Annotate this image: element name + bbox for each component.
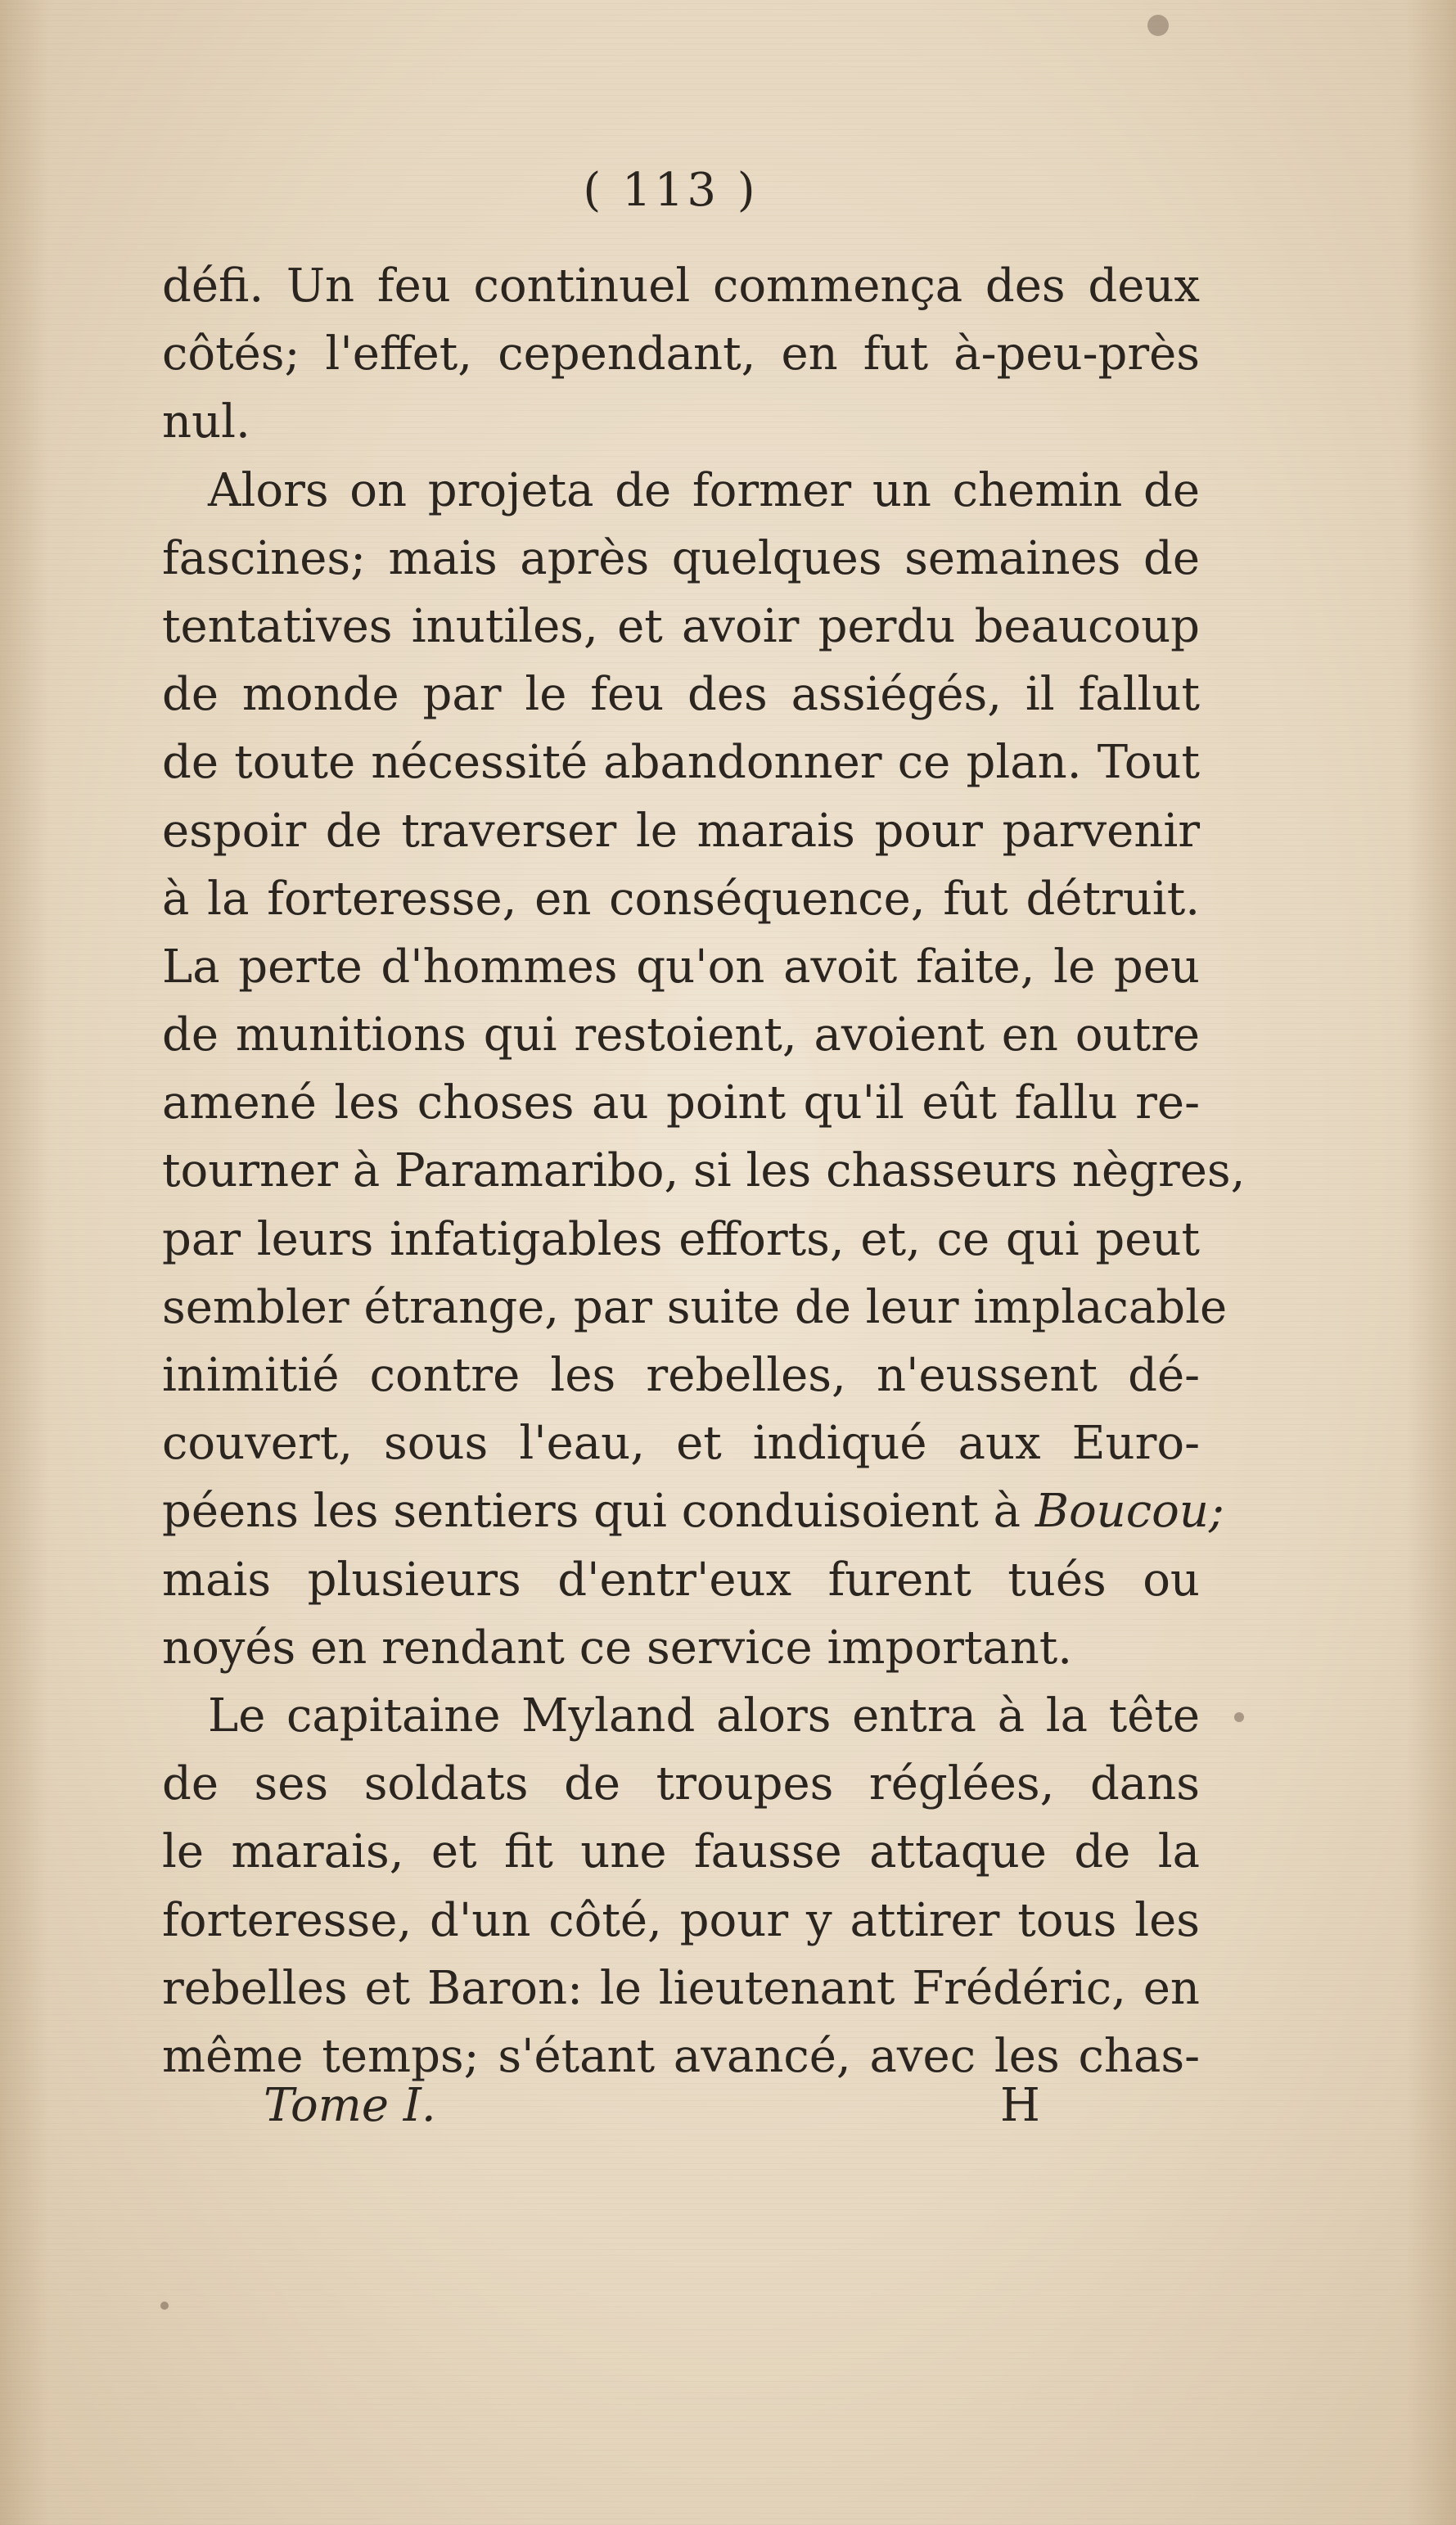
text-line: nul.	[162, 395, 250, 449]
text-line: couvert, sous l'eau, et indiqué aux Euro-	[162, 1417, 1200, 1471]
text-line: rebelles et Baron: le lieutenant Frédéric, en	[162, 1961, 1200, 2015]
text-line: de monde par le feu des assiégés, il fallut	[162, 668, 1200, 722]
text-line: tourner à Paramaribo, si les chasseurs nègres,	[162, 1144, 1246, 1198]
text-line: Le capitaine Myland alors entra à la tête	[208, 1689, 1200, 1743]
text-line: espoir de traverser le marais pour parvenir	[162, 804, 1200, 858]
text-line: même temps; s'étant avancé, avec les chas-	[162, 2029, 1200, 2083]
volume-label: Tome I.	[264, 2079, 436, 2132]
text-line: de toute nécessité abandonner ce plan. Tout	[162, 736, 1200, 790]
text-line: fascines; mais après quelques semaines de	[162, 531, 1200, 585]
text-line-segment: péens les sentiers qui conduisoient à	[162, 1485, 1021, 1539]
text-line: Alors on projeta de former un chemin de	[208, 463, 1200, 517]
ink-spot	[1234, 1712, 1244, 1722]
body-text	[162, 252, 1246, 2090]
ink-spot	[160, 2302, 169, 2310]
italic-place-name: Boucou;	[1035, 1485, 1224, 1539]
text-line: mais plusieurs d'entr'eux furent tués ou	[162, 1553, 1200, 1607]
text-line: La perte d'hommes qu'on avoit faite, le peu	[162, 940, 1200, 994]
text-line: forteresse, d'un côté, pour y attirer tous les	[162, 1893, 1200, 1947]
signature-mark: H	[1000, 2079, 1040, 2132]
text-line: par leurs infatigables efforts, et, ce qui peut	[162, 1212, 1200, 1266]
text-line: inimitié contre les rebelles, n'eussent dé-	[162, 1349, 1200, 1402]
text-line: tentatives inutiles, et avoir perdu beaucoup	[162, 599, 1200, 653]
text-line-with-italic	[162, 1477, 1224, 1545]
text-line: le marais, et fit une fausse attaque de la	[162, 1825, 1200, 1879]
text-line: défi. Un feu continuel commença des deux	[162, 259, 1200, 313]
page-footer	[0, 2079, 1456, 2153]
page-number-header	[0, 164, 1456, 217]
page-number: ( 113 )	[583, 164, 759, 217]
text-line: noyés en rendant ce service important.	[162, 1621, 1073, 1675]
text-line: côtés; l'effet, cependant, en fut à-peu-près	[162, 327, 1200, 381]
text-line: amené les choses au point qu'il eût fallu re-	[162, 1076, 1200, 1130]
text-line: de munitions qui restoient, avoient en outre	[162, 1008, 1200, 1062]
text-line: de ses soldats de troupes réglées, dans	[162, 1757, 1200, 1811]
text-line: à la forteresse, en conséquence, fut détruit.	[162, 872, 1200, 926]
text-line: sembler étrange, par suite de leur implacable	[162, 1280, 1228, 1334]
ink-spot	[1147, 15, 1169, 36]
